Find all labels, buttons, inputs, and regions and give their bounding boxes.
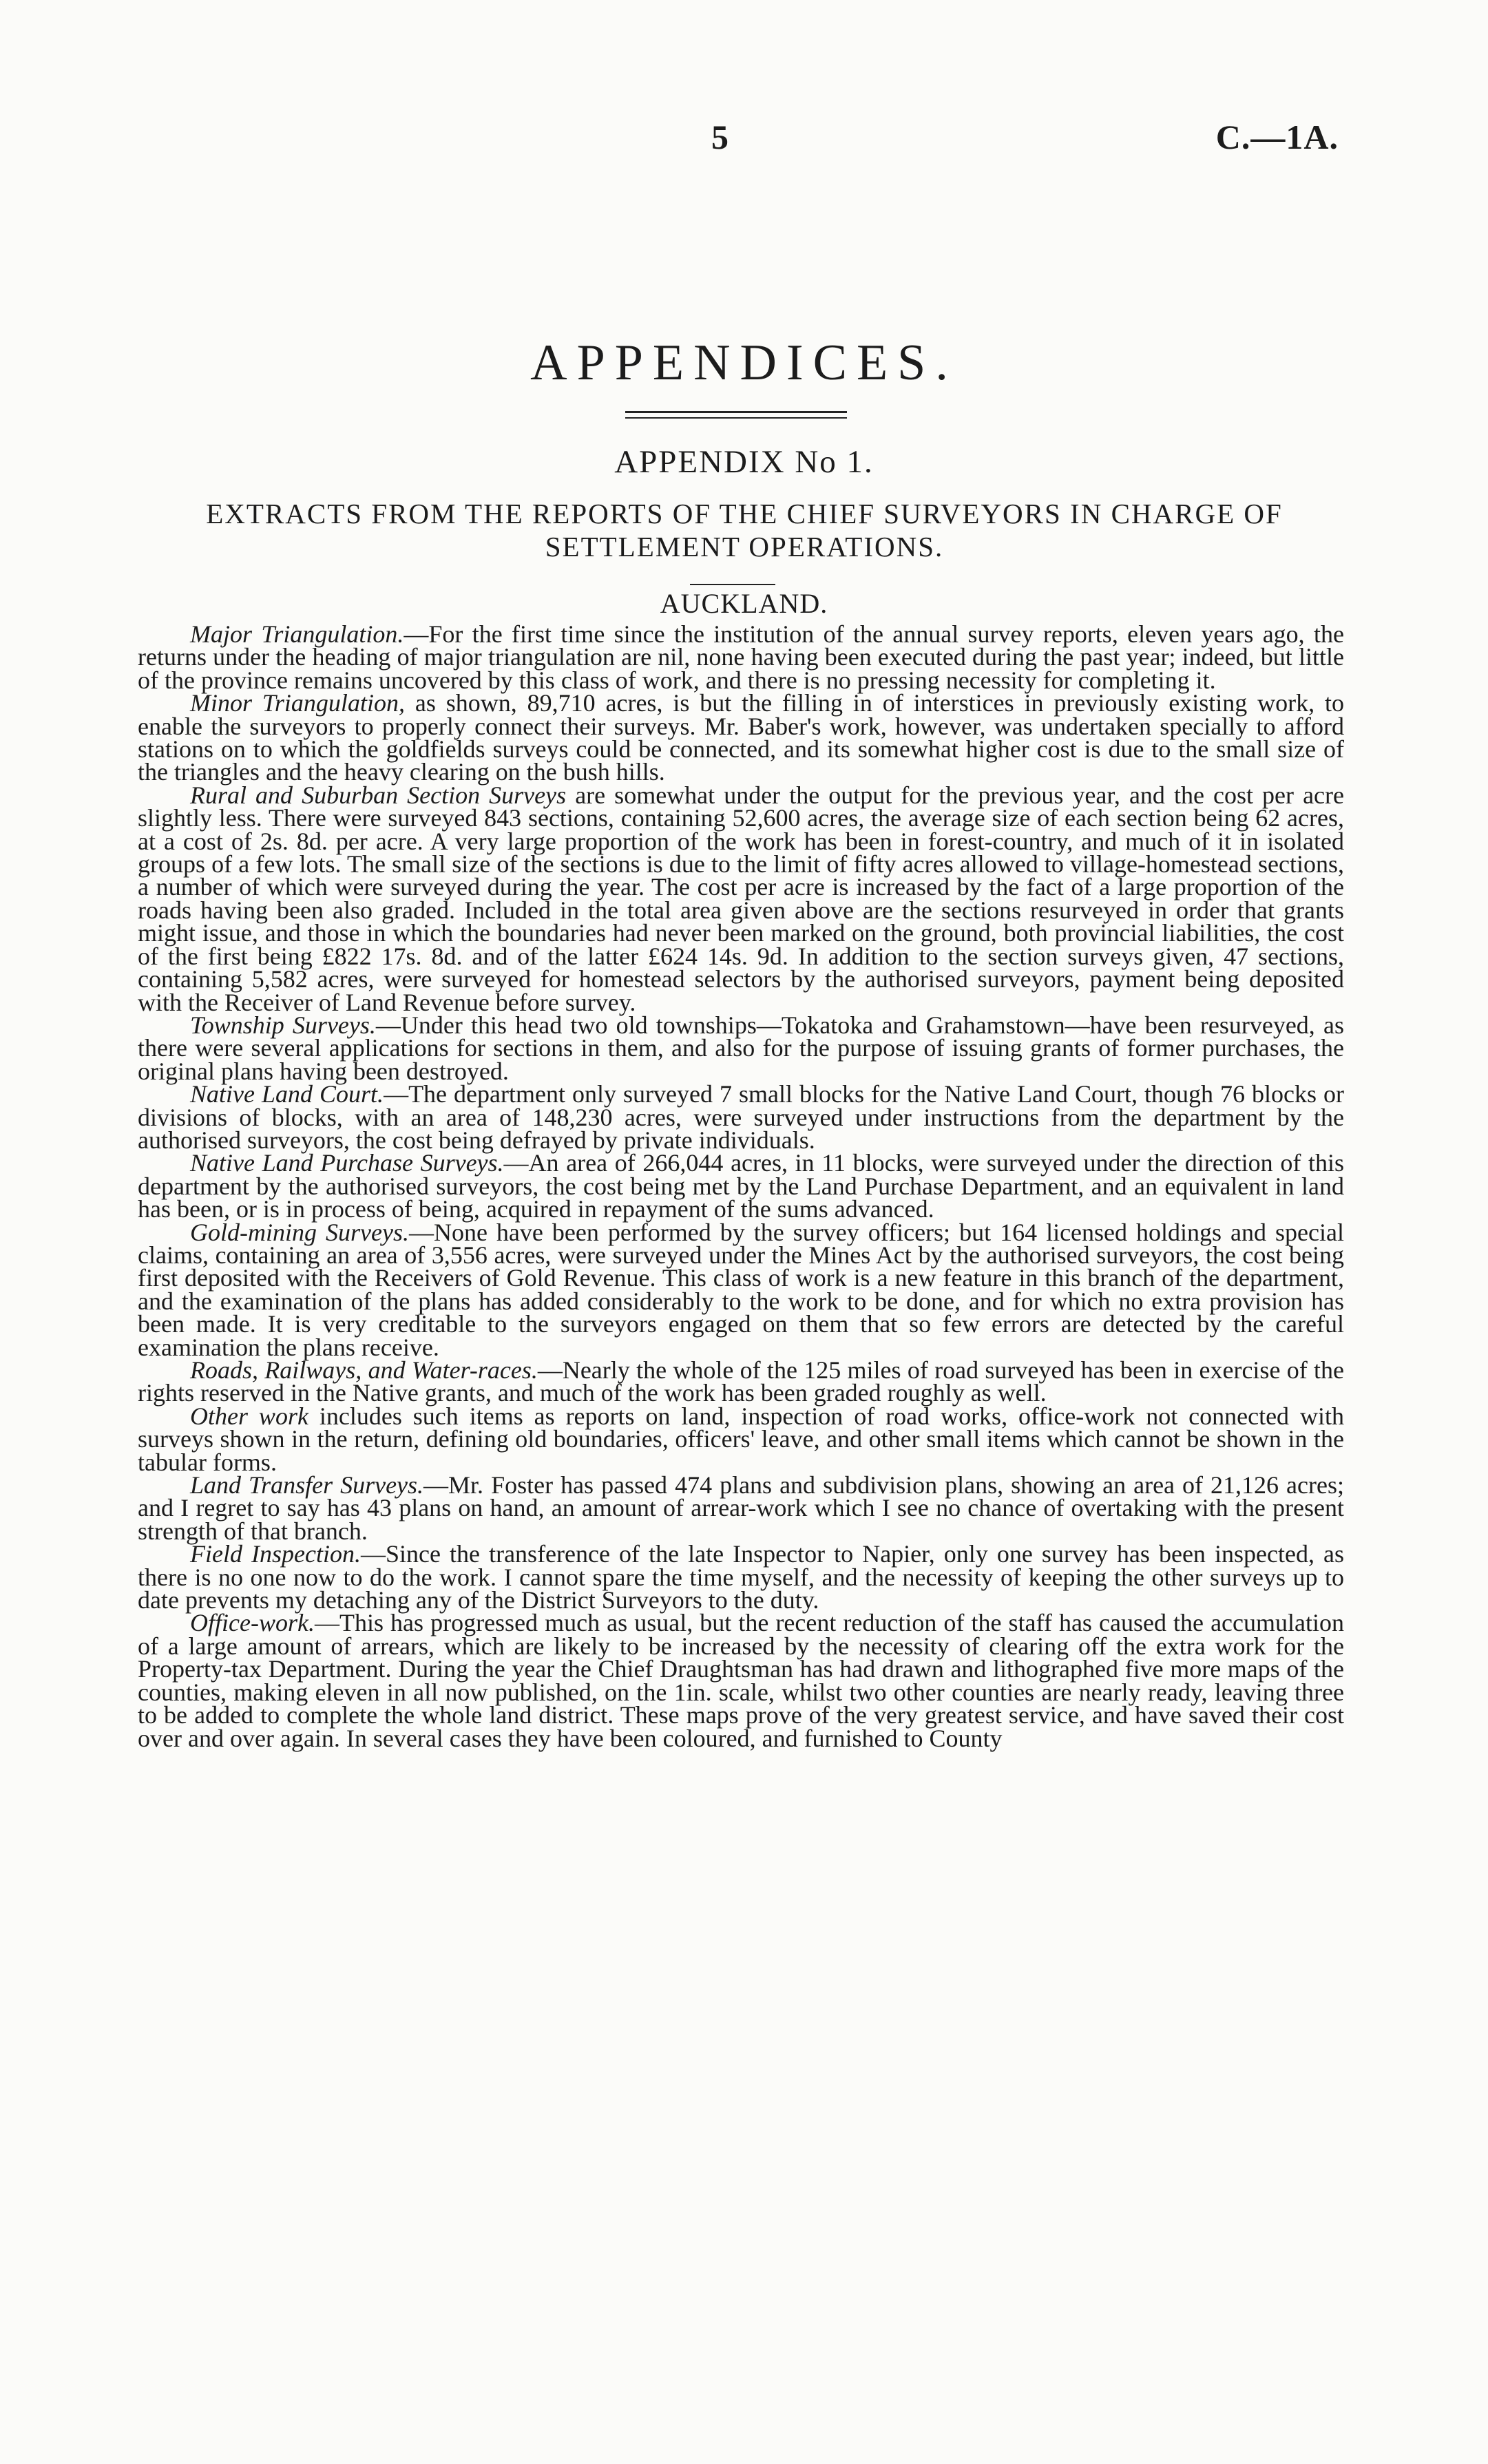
- paragraph-native-land-court: [138, 1080, 1344, 1154]
- body-text: [138, 620, 1344, 1752]
- paragraph-land-transfer: [138, 1471, 1344, 1545]
- appendix-number: APPENDIX No 1.: [614, 444, 874, 480]
- paragraph-office-work: [138, 1609, 1344, 1752]
- paragraph-text: —For the first time since the institution of the annual survey reports, eleven years ago, the returns under the heading of major triangulation are nil, none having been executed during the past year; indeed, but little of the province remains uncovered by this class of work, and there is no pressing necessity for completing it.: [138, 620, 1344, 694]
- paragraph-text: includes such items as reports on land, inspection of road works, office-work not connected with surveys shown in the return, defining old boundaries, officers' leave, and other small items which cannot be shown in the tabular forms.: [138, 1402, 1344, 1476]
- paragraph-text: —Since the transference of the late Inspector to Napier, only one survey has been inspected, as there is no one now to do the work. I cannot spare the time myself, and the necessity of keeping the other surveys up to date prevents my detaching any of the District Surveyors to the duty.: [138, 1540, 1344, 1614]
- paragraph-text: —Nearly the whole of the 125 miles of road surveyed has been in exercise of the rights reserved in the Native grants, and much of the work has been graded roughly as well.: [138, 1356, 1344, 1407]
- paragraph-lead: Land Transfer Surveys.: [190, 1471, 424, 1499]
- paragraph-lead: Field Inspection.: [190, 1540, 361, 1568]
- paragraph-text: —This has progressed much as usual, but the recent reduction of the staff has caused the accumulation of a large amount of arrears, which are likely to be increased by the necessity of clearing off the extra work for the Property-tax Department. During the year the Chief Draughtsman has had drawn and lithographed five more maps of the counties, making eleven in all now published, on the 1in. scale, whilst two other counties are nearly ready, leaving three to be added to complete the whole land district. These maps prove of the very greatest service, and have saved their cost over and over again. In several cases they have been coloured, and furnished to County: [138, 1609, 1344, 1752]
- paragraph-minor-triangulation: [138, 689, 1344, 786]
- paragraph-text: —Under this head two old townships—Tokatoka and Grahamstown—have been resurveyed, as there were several applications for sections in them, and also for the purpose of issuing grants of former purchases, the original plans having been destroyed.: [138, 1011, 1344, 1085]
- paragraph-major-triangulation: [138, 620, 1344, 694]
- section-heading: EXTRACTS FROM THE REPORTS OF THE CHIEF SURVEYORS IN CHARGE OF SETTLEMENT OPERATIONS.: [206, 498, 1283, 562]
- paragraph-section-surveys: [138, 781, 1344, 1016]
- document-reference: C.—1A.: [1215, 118, 1339, 156]
- paragraph-lead: Minor Triangulation,: [190, 689, 405, 717]
- paragraph-text: —An area of 266,044 acres, in 11 blocks, were surveyed under the direction of this department by the authorised surveyors, the cost being met by the Land Purchase Department, and an equivalent in land has been, or is in process of being, acquired in repayment of the sums advanced.: [138, 1149, 1344, 1223]
- paragraph-text: as shown, 89,710 acres, is but the filling in of interstices in previously existing work, to enable the surveyors to properly connect their surveys. Mr. Baber's work, however, was undertaken specially to afford stations on to which the goldfields surveys could be connected, and its somewhat higher cost is due to the small size of the triangles and the heavy clearing on the bush hills.: [138, 689, 1344, 786]
- paragraph-gold-mining: [138, 1218, 1344, 1361]
- paragraph-township-surveys: [138, 1011, 1344, 1085]
- paragraph-field-inspection: [138, 1540, 1344, 1614]
- paragraph-lead: Roads, Railways, and Water-races.: [190, 1356, 538, 1384]
- paragraph-lead: Other work: [190, 1402, 308, 1430]
- paragraph-lead: Native Land Court.: [190, 1080, 384, 1108]
- page-title: APPENDICES.: [530, 335, 958, 391]
- paragraph-roads-railways: [138, 1356, 1344, 1407]
- paragraph-lead: Office-work.: [190, 1609, 315, 1637]
- paragraph-text: —The department only surveyed 7 small blocks for the Native Land Court, though 76 blocks or divisions of blocks, with an area of 148,230 acres, were surveyed under instructions from the department by the authorised surveyors, the cost being defrayed by private individuals.: [138, 1080, 1344, 1154]
- paragraph-native-land-purchase: [138, 1149, 1344, 1223]
- paragraph-lead: Rural and Suburban Section Surveys: [190, 781, 567, 809]
- paragraph-other-work: [138, 1402, 1344, 1476]
- paragraph-lead: Major Triangulation.: [190, 620, 404, 648]
- paragraph-text: are somewhat under the output for the previous year, and the cost per acre slightly less. There were surveyed 843 sections, containing 52,600 acres, the average size of each section being 62 acres, at a cost of 2s. 8d. per acre. A very large proportion of the work has been in forest-country, and much of it in isolated groups of a few lots. The small size of the sections is due to the limit of fifty acres allowed to village-homestead sections, a number of which were surveyed during the year. The cost per acre is increased by the fact of a large proportion of the roads having been also graded. Included in the total area given above are the sections resurveyed in order that grants might issue, and those in which the boundaries had never been marked on the ground, both provincial liabilities, the cost of the first being £822 17s. 8d. and of the latter £624 14s. 9d. In addition to the section surveys given, 47 sections, containing 5,582 acres, were surveyed for homestead selectors by the authorised surveyors, payment being deposited with the Receiver of Land Revenue before survey.: [138, 781, 1344, 1016]
- title-divider: [625, 411, 847, 419]
- heading-divider: [690, 584, 775, 585]
- paragraph-lead: Gold-mining Surveys.: [190, 1218, 409, 1246]
- paragraph-lead: Native Land Purchase Surveys.: [190, 1149, 504, 1177]
- paragraph-text: —None have been performed by the survey officers; but 164 licensed holdings and special claims, containing an area of 3,556 acres, were surveyed under the Mines Act by the authorised surveyors, the cost being first deposited with the Receivers of Gold Revenue. This class of work is a new feature in this branch of the department, and the examination of the plans has added considerably to the work to be done, and for which no extra provision has been made. It is very creditable to the surveyors engaged on them that so few errors are detected by the careful examination the plans receive.: [138, 1218, 1344, 1361]
- paragraph-lead: Township Surveys.: [190, 1011, 376, 1039]
- paragraph-text: —Mr. Foster has passed 474 plans and subdivision plans, showing an area of 21,126 acres; and I regret to say has 43 plans on hand, an amount of arrear-work which I see no chance of overtaking with the present strength of that branch.: [138, 1471, 1344, 1545]
- region-heading: AUCKLAND.: [660, 588, 828, 619]
- page-number: 5: [711, 118, 729, 156]
